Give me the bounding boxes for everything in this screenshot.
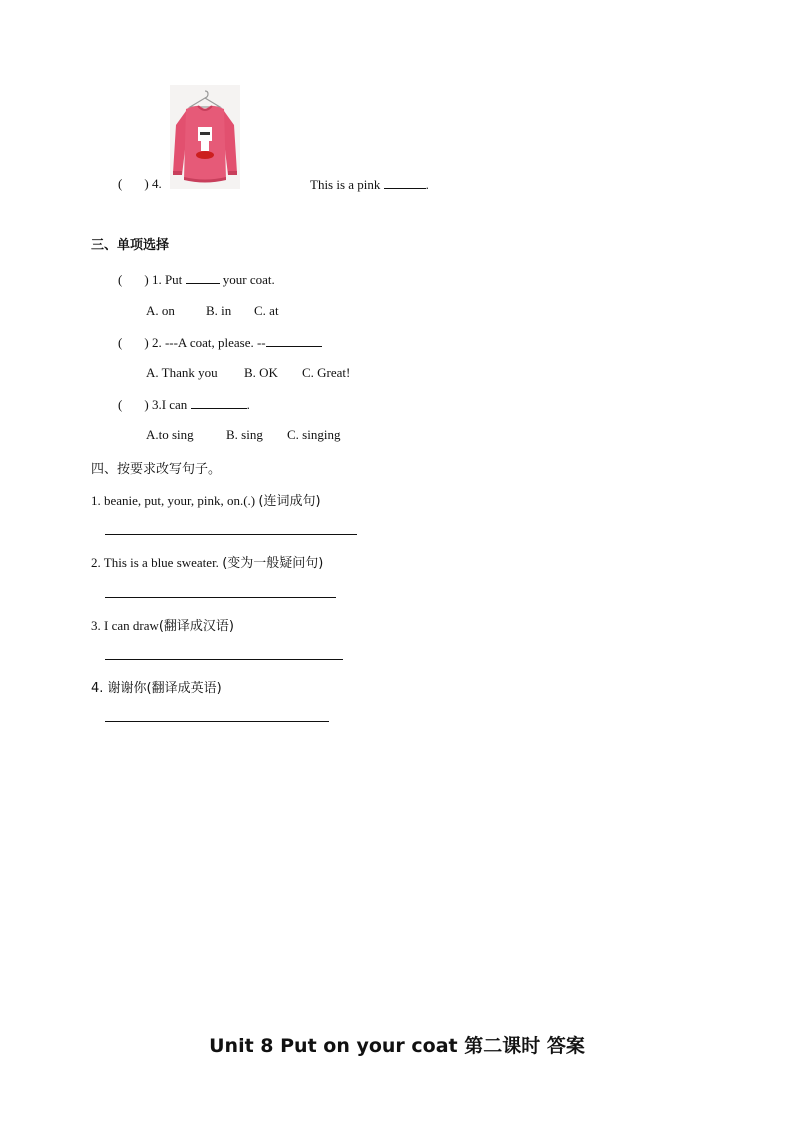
question-4-sentence	[310, 176, 429, 193]
mc-options-1	[146, 303, 279, 319]
answer-paren-close: )	[144, 397, 149, 412]
question-number: 2.	[151, 335, 162, 350]
fill-blank[interactable]	[384, 176, 426, 189]
answer-line-1[interactable]	[105, 534, 357, 535]
option-b[interactable]: B. in	[206, 303, 232, 318]
item-instruction: (翻译成汉语)	[158, 619, 235, 634]
item-prompt: 3. I can draw	[91, 618, 159, 633]
item-instruction: (翻译成英语)	[146, 681, 222, 696]
rewrite-item-2	[91, 552, 323, 571]
answer-paren-open: (	[118, 397, 123, 412]
rewrite-item-3	[91, 615, 234, 634]
question-text-before: ---A coat, please. --	[164, 335, 266, 350]
option-c[interactable]: C. singing	[287, 427, 341, 442]
question-text-before: I can	[161, 397, 188, 412]
answer-paren-close: )	[144, 272, 149, 287]
answer-line-4[interactable]	[105, 721, 329, 722]
option-a[interactable]: A. on	[146, 303, 175, 318]
fill-blank[interactable]	[266, 334, 322, 347]
pink-sweater-photo	[170, 85, 240, 189]
sentence-text: This is a pink	[310, 177, 381, 192]
answer-paren-close: )	[144, 176, 149, 191]
answer-paren-open: (	[118, 335, 123, 350]
section-3-title: 三、单项选择	[91, 238, 170, 253]
mc-options-2	[146, 365, 350, 381]
option-b[interactable]: B. OK	[244, 365, 278, 380]
question-4-row	[118, 176, 162, 192]
fill-blank[interactable]	[186, 271, 220, 284]
item-instruction: (变为一般疑问句)	[222, 556, 324, 571]
item-prompt: 2. This is a blue sweater.	[91, 555, 219, 570]
option-a[interactable]: A.to sing	[146, 427, 194, 442]
question-number: 1.	[151, 272, 162, 287]
mc-question-3	[118, 396, 250, 413]
mc-question-2	[118, 334, 322, 351]
mc-question-1	[118, 271, 275, 288]
item-instruction: (连词成句)	[258, 494, 321, 509]
question-text-after: your coat.	[222, 272, 275, 287]
answer-key-title: Unit 8 Put on your coat 第二课时 答案	[209, 1035, 585, 1057]
answer-paren-open: (	[118, 272, 123, 287]
rewrite-item-4	[91, 677, 222, 696]
sentence-period: .	[425, 177, 429, 192]
option-c[interactable]: C. Great!	[302, 365, 351, 380]
question-number: 3.	[151, 397, 162, 412]
mc-options-3	[146, 427, 340, 443]
fill-blank[interactable]	[191, 396, 247, 409]
question-number: 4.	[151, 176, 162, 191]
option-a[interactable]: A. Thank you	[146, 365, 218, 380]
section-4-title: 四、按要求改写句子。	[91, 462, 222, 477]
rewrite-item-1	[91, 490, 321, 509]
sweater-illustration	[170, 85, 240, 189]
item-prompt: 1. beanie, put, your, pink, on.(.)	[91, 493, 256, 508]
answer-line-2[interactable]	[105, 597, 336, 598]
question-text-before: Put	[164, 272, 183, 287]
question-text-after: .	[246, 397, 250, 412]
option-c[interactable]: C. at	[254, 303, 279, 318]
option-b[interactable]: B. sing	[226, 427, 263, 442]
answer-paren-close: )	[144, 335, 149, 350]
answer-paren-open: (	[118, 176, 123, 191]
answer-line-3[interactable]	[105, 659, 343, 660]
item-prompt: 4. 谢谢你	[91, 681, 147, 696]
